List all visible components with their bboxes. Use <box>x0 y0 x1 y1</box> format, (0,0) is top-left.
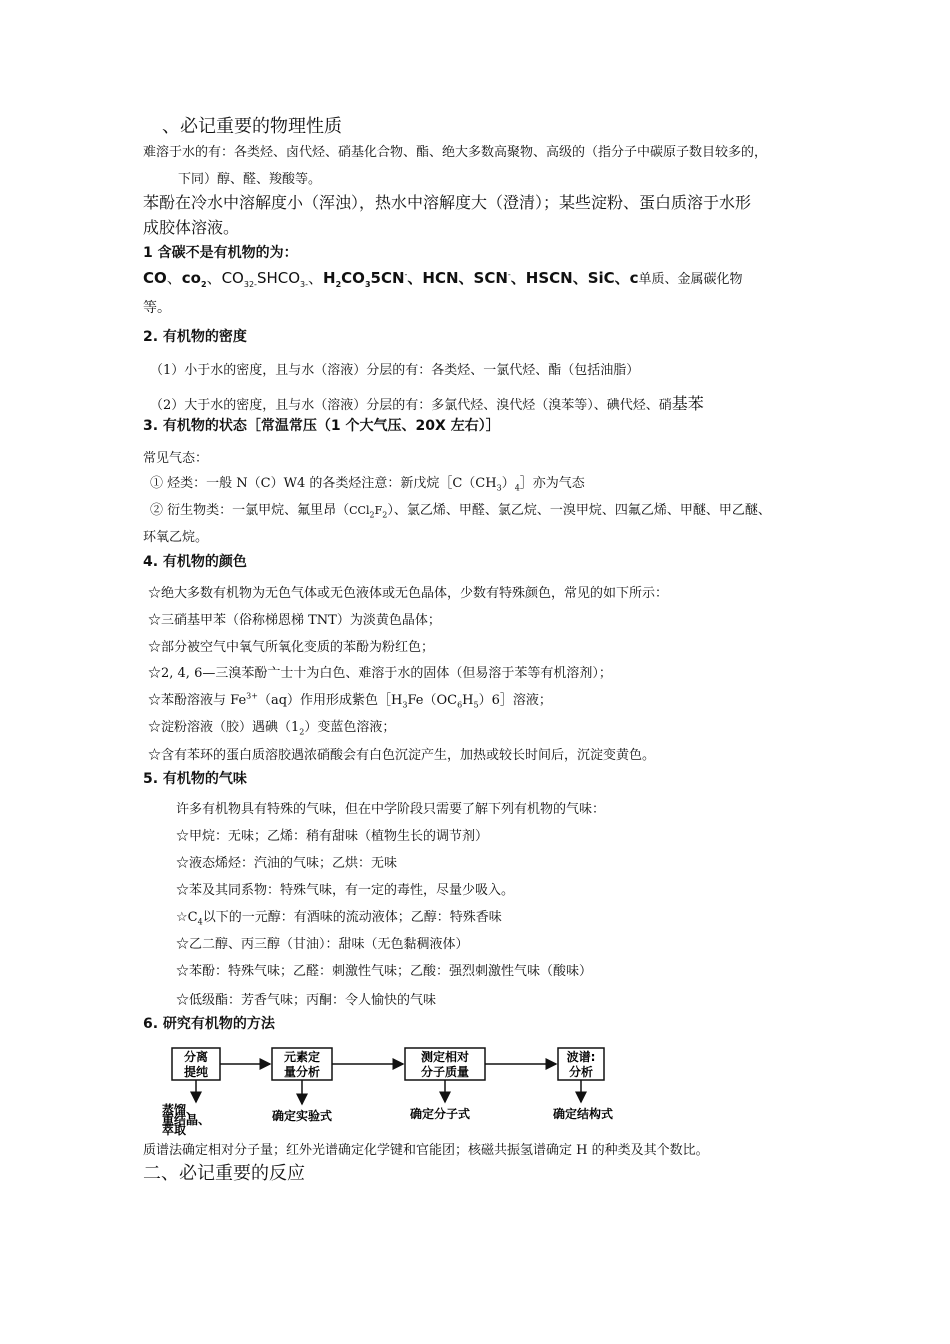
list-item: ☆苯酚：特殊气味；乙醛：刺激性气味；乙酸：强烈刺激性气味（酸味） <box>176 964 593 979</box>
formula-cn: 5CN <box>370 269 405 287</box>
list-item: ☆乙二醇、丙三醇（甘油）：甜味（无色黏稠液体） <box>176 937 469 952</box>
paragraph-line <box>150 499 771 520</box>
formula-ccl2f2: F <box>374 504 383 517</box>
paragraph-line: 质谱法确定相对分子量；红外光谱确定化学键和官能团；核磁共振氢谱确定 H 的种类及其个数比。 <box>143 1143 709 1158</box>
formula-hco3: SHCO <box>256 269 301 287</box>
list-item <box>148 716 395 737</box>
formula-ccl2f2: CCl <box>349 504 370 517</box>
carbon-list <box>143 267 743 289</box>
flow-box-label: 分子质量 <box>420 1065 470 1079</box>
list-item <box>176 906 502 927</box>
fe-text: Fe（OC <box>407 693 458 708</box>
flow-result-label: 确定结构式 <box>552 1107 614 1121</box>
formula-co2: co <box>181 269 201 287</box>
paragraph-line <box>150 391 704 414</box>
paragraph-line: 下同）醇、醛、羧酸等。 <box>178 172 322 187</box>
formula-h2co3: H <box>323 269 336 287</box>
list-item: ☆三硝基甲苯（俗称梯恩梯 TNT）为淡黄色晶体； <box>148 613 441 628</box>
heading-density: 2. 有机物的密度 <box>143 329 247 345</box>
flow-box-label: 提纯 <box>183 1065 209 1079</box>
c4-text: ☆C <box>176 910 198 925</box>
list-item <box>148 689 552 710</box>
list-item: ☆2, 4, 6—三溴苯酚亠士十为白色、难溶于水的固体（但易溶于苯等有机溶剂）； <box>148 666 612 681</box>
fe-text: H <box>462 693 474 708</box>
subscript: 5 <box>473 700 479 710</box>
subscript: 3 <box>364 280 371 289</box>
subscript: 3 <box>402 700 408 710</box>
density-2-text: （2）大于水的密度，且与水（溶液）分层的有：多氯代烃、溴代烃（溴苯等）、碘代烃、硝 <box>150 398 672 413</box>
paragraph-line: 难溶于水的有：各类烃、卤代烃、硝基化合物、酯、绝大多数高聚物、高级的（指分子中碳原子数目较多的， <box>143 145 768 160</box>
subscript: 4 <box>514 483 520 493</box>
section-title: 二、必记重要的反应 <box>143 1163 305 1184</box>
subscript: 2 <box>382 510 388 520</box>
superscript: - <box>507 270 511 279</box>
i2-text: ☆淀粉溶液（胶）遇碘（1 <box>148 720 300 735</box>
paragraph-line: 苯酚在冷水中溶解度小（浑浊），热水中溶解度大（澄清）；某些淀粉、蛋白质溶于水形 <box>143 193 752 212</box>
paragraph-line <box>150 472 585 493</box>
heading-carbon: 1 含碳不是有机物的为： <box>143 245 298 261</box>
paragraph-line: 许多有机物具有特殊的气味，但在中学阶段只需要了解下列有机物的气味： <box>176 802 606 817</box>
separator: 、 <box>308 269 324 287</box>
flow-result-label: 萃取 <box>162 1123 187 1137</box>
list-item: ☆苯及其同系物：特殊气味，有一定的毒性，尽量少吸入。 <box>176 883 515 898</box>
list-item: ☆含有苯环的蛋白质溶胶遇浓硝酸会有白色沉淀产生，加热或较长时间后，沉淀变黄色。 <box>148 748 656 763</box>
flow-box-label: 元素定 <box>283 1050 321 1064</box>
list-item: ☆低级酯：芳香气味；丙酮：令人愉快的气味 <box>176 993 437 1008</box>
subscript: 2 <box>299 727 305 737</box>
flow-box-label: 分析 <box>568 1065 594 1079</box>
fe-text: ）6］溶液； <box>478 693 552 708</box>
paragraph-line: （1）小于水的密度，且与水（溶液）分层的有：各类烃、一氯代烃、酯（包括油脂） <box>150 363 640 378</box>
section-title: 、必记重要的物理性质 <box>162 116 342 137</box>
heading-method: 6. 研究有机物的方法 <box>143 1016 275 1032</box>
paragraph-line: 成胶体溶液。 <box>143 218 240 237</box>
superscript: - <box>404 270 408 279</box>
subscript: 3 <box>496 483 502 493</box>
subscript: 3- <box>300 280 309 289</box>
heading-smell: 5. 有机物的气味 <box>143 771 247 787</box>
formula-h2co3-rest: CO <box>341 269 365 287</box>
paragraph-line: 环氧乙烷。 <box>143 530 209 545</box>
carbon-list-tail: 单质、金属碳化物 <box>638 272 743 287</box>
flow-box-label: 波谱: <box>566 1050 596 1064</box>
list-item: ☆液态烯烃：汽油的气味；乙烘：无味 <box>176 856 398 871</box>
c4-text: 以下的一元醇：有酒味的流动液体；乙醇：特殊香味 <box>202 910 502 925</box>
subscript: 4 <box>197 917 203 927</box>
heading-state: 3. 有机物的状态［常温常压（1 个大气压、20X 左右）］ <box>143 418 500 434</box>
subscript: 32- <box>243 280 257 289</box>
flow-box-label: 分离 <box>183 1050 209 1064</box>
list-item: ☆绝大多数有机物为无色气体或无色液体或无色晶体，少数有特殊颜色，常见的如下所示： <box>148 586 669 601</box>
flow-result-label: 蒸馏、 <box>162 1103 199 1117</box>
formula-list: 、HSCN、SiC、c <box>510 269 639 287</box>
superscript: 3+ <box>246 691 258 701</box>
density-2-tail: 基苯 <box>671 394 704 413</box>
gas-2-text: ）、氯乙烯、甲醛、氯乙烷、一溴甲烷、四氟乙烯、甲醚、甲乙醚、 <box>387 503 771 518</box>
fe-text: （aq）作用形成紫色［H <box>257 693 403 708</box>
gas-1-text: ① 烃类：一般 N（C）W4 的各类烃注意：新戊烷［C（CH <box>150 476 497 491</box>
separator: 、 <box>166 269 182 287</box>
subscript: 2 <box>335 280 342 289</box>
fe-text: ☆苯酚溶液与 Fe <box>148 693 247 708</box>
formula-co3: CO <box>221 269 244 287</box>
flow-box-label: 测定相对 <box>420 1050 470 1064</box>
method-flowchart <box>160 1040 620 1140</box>
flow-box-label: 量分析 <box>283 1065 321 1079</box>
gas-1-text: ］亦为气态 <box>519 476 585 491</box>
gas-2-text: ② 衍生物类：一氯甲烷、氟里昂（ <box>150 503 350 518</box>
gas-1-text: ） <box>501 476 515 491</box>
paragraph-line: 等。 <box>143 300 171 316</box>
paragraph-line: 常见气态： <box>143 451 209 466</box>
list-item: ☆部分被空气中氧气所氧化变质的苯酚为粉红色； <box>148 640 435 655</box>
formula-list: 、HCN、SCN <box>407 269 508 287</box>
separator: 、 <box>206 269 222 287</box>
subscript: 2 <box>369 510 375 520</box>
subscript: 2 <box>200 280 207 289</box>
flow-result-label: 确定分子式 <box>409 1107 471 1121</box>
subscript: 6 <box>457 700 463 710</box>
heading-color: 4. 有机物的颜色 <box>143 554 247 570</box>
flow-result-label: 重结晶、 <box>162 1113 211 1127</box>
formula-co: CO <box>143 269 167 287</box>
flow-result-label: 确定实验式 <box>271 1109 333 1123</box>
i2-text: ）变蓝色溶液； <box>304 720 396 735</box>
list-item: ☆甲烷：无味；乙烯：稍有甜味（植物生长的调节剂） <box>176 829 489 844</box>
